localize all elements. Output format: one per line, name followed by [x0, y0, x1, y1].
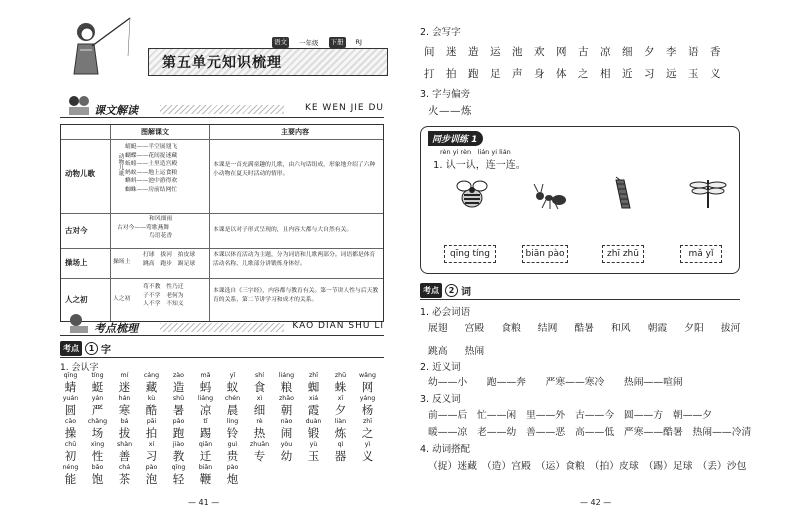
- recognize-char: [219, 417, 246, 440]
- char-hanzi: 习: [145, 449, 158, 463]
- lesson-name-2: 古对今: [65, 226, 88, 235]
- must-word: 热闹: [464, 346, 485, 357]
- char-pinyin: zhū: [334, 372, 347, 379]
- char-hanzi: 圆: [64, 403, 77, 417]
- dragonfly-picture-icon[interactable]: [688, 176, 728, 210]
- recognize-char: [246, 463, 273, 486]
- lesson-table: [60, 124, 384, 322]
- char-pinyin: guì: [227, 441, 238, 448]
- char-pinyin: bǎo: [91, 464, 104, 471]
- char-hanzi: 蜻: [64, 380, 77, 394]
- kaodian-1-num: 1: [85, 342, 98, 355]
- must-words-list: [428, 320, 748, 357]
- char-pinyin: qì: [337, 441, 344, 448]
- char-hanzi: [327, 472, 354, 486]
- recognize-char: [111, 440, 138, 463]
- lesson-1-content: 本课是一首充满童趣的儿歌，由六句话组成，形象地介绍了六种小动物在夏天时活动的情形。: [213, 162, 376, 177]
- char-hanzi: 饱: [91, 472, 104, 486]
- recognize-char: [219, 394, 246, 417]
- recognize-char-grid: [57, 371, 387, 486]
- recognize-char: [354, 394, 381, 417]
- char-hanzi: 拍: [145, 426, 158, 440]
- recognize-char: [165, 371, 192, 394]
- char-pinyin: hán: [118, 395, 131, 402]
- kaodian-2-heading: [420, 283, 471, 298]
- recognize-char: [84, 371, 111, 394]
- char-pinyin: shí: [254, 372, 265, 379]
- lesson-1-center: 动物儿歌: [117, 153, 123, 177]
- recognize-label: 1. 会认字: [60, 363, 99, 373]
- char-hanzi: 蚁: [226, 380, 239, 394]
- char-pinyin: yì: [364, 441, 371, 448]
- char-pinyin: nào: [280, 418, 293, 425]
- char-pinyin: chǎng: [87, 418, 108, 425]
- recognize-char: [327, 463, 354, 486]
- recognize-char: [273, 417, 300, 440]
- char-pinyin: zhī: [362, 418, 373, 425]
- recognize-char: [273, 371, 300, 394]
- char-hanzi: 踢: [199, 426, 212, 440]
- char-pinyin: tī: [203, 418, 208, 425]
- char-hanzi: 义: [361, 449, 374, 463]
- recognize-char: [138, 440, 165, 463]
- recognize-char: [111, 371, 138, 394]
- write-line-1: 间 迷 造 运 池 欢 网 古 凉 细 夕 李 语 香: [424, 46, 721, 58]
- section-title-kaodian: 考点梳理: [94, 322, 138, 335]
- char-pinyin: xī: [337, 395, 344, 402]
- lesson-name-1: 动物儿歌: [65, 169, 95, 178]
- char-hanzi: 寒: [118, 403, 131, 417]
- char-hanzi: 场: [91, 426, 104, 440]
- recognize-char: [273, 463, 300, 486]
- lesson-4-lines: 苟不教 性乃迁 子不学 老何为 人不学 不知义: [143, 284, 184, 308]
- char-hanzi: [300, 472, 327, 486]
- recognize-char: [273, 440, 300, 463]
- recognize-char: [246, 394, 273, 417]
- char-hanzi: 细: [253, 403, 266, 417]
- tag-edition: RJ: [355, 38, 362, 46]
- char-hanzi: 迷: [118, 380, 131, 394]
- char-hanzi: 藏: [145, 380, 158, 394]
- char-pinyin: liàn: [334, 418, 347, 425]
- recognize-char: [138, 371, 165, 394]
- char-pinyin: liáng: [197, 395, 214, 402]
- char-pinyin: zhuān: [249, 441, 270, 448]
- recognize-char: [300, 394, 327, 417]
- char-pinyin: [300, 463, 327, 472]
- char-hanzi: 茶: [118, 472, 131, 486]
- lesson-1-items: 蜻蜓——半空展翅飞 蝴蝶——花间捉迷藏 蚯蚓——土里造宫殿 蚂蚁——地上运食粮 蝌蚪——池中游得欢 蜘蛛——房前结网忙: [125, 144, 178, 193]
- recognize-char: [165, 417, 192, 440]
- antonyms-label: 3. 反义词: [420, 394, 461, 405]
- char-pinyin: shǔ: [172, 395, 185, 402]
- answer-box-4[interactable]: mǎ yǐ: [680, 245, 722, 263]
- recognize-char: [84, 417, 111, 440]
- char-pinyin: [327, 463, 354, 472]
- must-word: 跳高: [428, 346, 448, 357]
- char-hanzi: [246, 472, 273, 486]
- recognize-char: [354, 371, 381, 394]
- char-pinyin: liáng: [278, 372, 295, 379]
- recognize-char: [246, 371, 273, 394]
- char-hanzi: 网: [361, 380, 374, 394]
- recognize-char: [111, 463, 138, 486]
- char-pinyin: cāo: [64, 418, 77, 425]
- char-pinyin: pǎo: [172, 418, 185, 425]
- char-pinyin: yòu: [280, 441, 293, 448]
- char-pinyin: qīng: [63, 372, 78, 379]
- char-pinyin: [273, 463, 300, 472]
- char-pinyin: shàn: [116, 441, 133, 448]
- char-pinyin: duàn: [305, 418, 322, 425]
- recognize-char: [57, 371, 84, 394]
- recognize-char: [246, 440, 273, 463]
- practice-pinyin: rèn yi rèn lián yi lián: [440, 148, 511, 156]
- page-number-left: — 41 —: [188, 498, 220, 507]
- recognize-char: [165, 463, 192, 486]
- char-hanzi: 闹: [280, 426, 293, 440]
- char-hanzi: 之: [361, 426, 374, 440]
- char-pinyin: chá: [118, 464, 131, 471]
- char-hanzi: 器: [334, 449, 347, 463]
- char-pinyin: cáng: [143, 372, 160, 379]
- kaodian-1-heading: [60, 341, 111, 356]
- recognize-char: [219, 371, 246, 394]
- char-hanzi: 炼: [334, 426, 347, 440]
- char-pinyin: tíng: [91, 372, 104, 379]
- lesson-4-prefix: 人之初: [113, 296, 131, 302]
- char-hanzi: 能: [64, 472, 77, 486]
- lesson-4-content: 本课选自《三字经》，内容都与教育有关。第一节讲人性与后天教育的关系，第二节讲学习和成才的关系。: [213, 288, 379, 303]
- must-word: 宫殿: [464, 323, 485, 334]
- recognize-char: [219, 463, 246, 486]
- lesson-name-3: 操场上: [65, 258, 88, 267]
- header-diagram: 图解课文: [141, 128, 169, 136]
- tag-grade: 一年级: [299, 39, 319, 47]
- recognize-char: [111, 394, 138, 417]
- recognize-char: [192, 417, 219, 440]
- char-pinyin: zào: [172, 372, 185, 379]
- recognize-char: [165, 394, 192, 417]
- char-pinyin: néng: [62, 464, 79, 471]
- recognize-char: [192, 463, 219, 486]
- char-hanzi: 玉: [307, 449, 320, 463]
- must-word: 结网: [537, 323, 558, 334]
- char-hanzi: 操: [64, 426, 77, 440]
- char-pinyin: mǎ: [200, 372, 211, 379]
- section-banner-kaodian: [60, 320, 384, 336]
- recognize-char: [111, 417, 138, 440]
- char-hanzi: 朝: [280, 403, 293, 417]
- recognize-char: [273, 394, 300, 417]
- recognize-char: [327, 417, 354, 440]
- recognize-char: [138, 463, 165, 486]
- char-hanzi: 锻: [307, 426, 320, 440]
- practice-instruction: 1. 认一认，连一连。: [433, 160, 526, 171]
- recognize-char: [246, 417, 273, 440]
- lesson-2-lines: 和风细雨 古对今——莺歌燕舞 鸟语花香: [117, 216, 173, 240]
- recognize-char: [327, 371, 354, 394]
- char-pinyin: xìng: [90, 441, 105, 448]
- recognize-char: [192, 371, 219, 394]
- recognize-char: [138, 417, 165, 440]
- recognize-char: [300, 440, 327, 463]
- char-pinyin: wǎng: [359, 372, 376, 379]
- must-word: 酷暑: [574, 323, 594, 334]
- char-pinyin: zhāo: [278, 395, 294, 402]
- char-pinyin: chén: [224, 395, 241, 402]
- section-banner-kewen: [60, 102, 384, 118]
- char-hanzi: 炮: [226, 472, 239, 486]
- char-hanzi: 食: [253, 380, 266, 394]
- char-pinyin: líng: [226, 418, 239, 425]
- char-pinyin: yáng: [359, 395, 376, 402]
- char-hanzi: 贵: [226, 449, 239, 463]
- must-word: 展翅: [428, 323, 448, 334]
- kaodian-2-box: 考点: [420, 283, 442, 298]
- recognize-char: [300, 463, 327, 486]
- char-hanzi: 轻: [172, 472, 185, 486]
- char-pinyin: xì: [256, 395, 263, 402]
- tag-volume: 下册: [330, 38, 344, 46]
- char-hanzi: 迁: [199, 449, 212, 463]
- recognize-char: [138, 394, 165, 417]
- synonyms-text: 幼——小 跑——奔 严寒——寒冷 热闹——喧闹: [428, 377, 683, 388]
- char-hanzi: 蜓: [91, 380, 104, 394]
- recognize-char: [354, 463, 381, 486]
- recognize-char: [192, 394, 219, 417]
- char-hanzi: 铃: [226, 426, 239, 440]
- char-pinyin: kù: [147, 395, 156, 402]
- write-label: 2. 会写字: [420, 27, 461, 38]
- char-hanzi: 善: [118, 449, 131, 463]
- kaodian-1-title: 字: [101, 345, 111, 356]
- page-number-right: — 42 —: [580, 498, 612, 507]
- char-hanzi: 跑: [172, 426, 185, 440]
- radical-label: 3. 字与偏旁: [420, 89, 471, 100]
- must-words-label: 1. 必会词语: [420, 307, 471, 318]
- char-hanzi: 夕: [334, 403, 347, 417]
- char-hanzi: 蛛: [334, 380, 347, 394]
- collocation-label: 4. 动词搭配: [420, 444, 471, 455]
- collocation-text: （捉）迷藏 （造）宫殿 （运）食粮 （拍）皮球 （踢）足球 （丢）沙包: [428, 461, 747, 472]
- char-hanzi: 蜘: [307, 380, 320, 394]
- char-pinyin: xí: [148, 441, 155, 448]
- recognize-char: [57, 463, 84, 486]
- recognize-char: [327, 440, 354, 463]
- char-hanzi: 造: [172, 380, 185, 394]
- char-hanzi: [354, 472, 381, 486]
- page-title: 第五单元知识梳理: [162, 55, 282, 71]
- char-hanzi: 性: [91, 449, 104, 463]
- recognize-char: [57, 394, 84, 417]
- char-pinyin: rè: [256, 418, 263, 425]
- ant-picture-icon[interactable]: [530, 180, 570, 214]
- char-hanzi: 蚂: [199, 380, 212, 394]
- section-pinyin-kewen: KE WEN JIE DU: [304, 103, 384, 113]
- char-pinyin: pāi: [146, 418, 157, 425]
- answer-box-2[interactable]: biān pào: [522, 245, 568, 263]
- char-hanzi: 严: [91, 403, 104, 417]
- char-pinyin: pào: [145, 464, 158, 471]
- char-pinyin: zhī: [308, 372, 319, 379]
- char-pinyin: yǐ: [229, 372, 236, 379]
- char-hanzi: 暑: [172, 403, 185, 417]
- char-hanzi: 鞭: [199, 472, 212, 486]
- kids-reading-icon: [66, 94, 92, 116]
- char-pinyin: pào: [226, 464, 239, 471]
- char-hanzi: 粮: [280, 380, 293, 394]
- char-pinyin: xiá: [308, 395, 319, 402]
- char-pinyin: bá: [120, 418, 129, 425]
- char-hanzi: 教: [172, 449, 185, 463]
- char-pinyin: biān: [198, 464, 213, 471]
- char-hanzi: [273, 472, 300, 486]
- must-word: 夕阳: [684, 323, 704, 334]
- recognize-char: [300, 371, 327, 394]
- recognize-char: [354, 417, 381, 440]
- lesson-3-lines: 打球 拔河 拍皮球 跳高 跑步 踢足球: [143, 252, 196, 267]
- char-hanzi: 杨: [361, 403, 374, 417]
- recognize-char: [57, 440, 84, 463]
- recognize-char: [300, 417, 327, 440]
- char-pinyin: [354, 463, 381, 472]
- char-pinyin: [246, 463, 273, 472]
- recognize-char: [84, 463, 111, 486]
- lesson-3-prefix: 操场上: [113, 259, 131, 265]
- tag-subject: 语文: [274, 38, 287, 46]
- recognize-char: [84, 440, 111, 463]
- recognize-char: [219, 440, 246, 463]
- lesson-3-content: 本课以体育活动为主题，分为词语和儿歌两部分。词语都是体育活动名称，儿歌部分讲锻炼身体好。: [213, 252, 376, 267]
- char-hanzi: 拔: [118, 426, 131, 440]
- char-hanzi: 专: [253, 449, 266, 463]
- char-pinyin: yù: [309, 441, 318, 448]
- bee-picture-icon[interactable]: [452, 178, 492, 212]
- must-word: 拔河: [720, 323, 741, 334]
- char-hanzi: 酷: [145, 403, 158, 417]
- char-hanzi: 泡: [145, 472, 158, 486]
- kaodian-1-box: 考点: [60, 341, 82, 356]
- char-hanzi: 霞: [307, 403, 320, 417]
- answer-box-1[interactable]: qīng tíng: [444, 245, 496, 263]
- kaodian-2-num: 2: [445, 284, 458, 297]
- antonyms-line-1: 前——后 忙——闲 里——外 古——今 圆——方 朝——夕: [428, 410, 713, 421]
- header-tags: [272, 37, 364, 48]
- char-pinyin: chū: [64, 441, 77, 448]
- char-hanzi: 幼: [280, 449, 293, 463]
- antonyms-line-2: 暖——凉 老——幼 善——恶 高——低 严寒——酷暑 热闹——冷清: [428, 427, 752, 438]
- section-title-kewen: 课文解读: [94, 104, 138, 117]
- char-pinyin: qīng: [171, 464, 186, 471]
- must-word: 食粮: [501, 323, 521, 334]
- char-pinyin: jiào: [172, 441, 185, 448]
- must-word: 朝霞: [647, 323, 668, 334]
- practice-title: 同步训练 1: [428, 131, 483, 146]
- lesson-name-4: 人之初: [65, 295, 88, 304]
- radical-text: 火——炼: [428, 105, 472, 117]
- recognize-char: [84, 394, 111, 417]
- char-hanzi: 热: [253, 426, 266, 440]
- kids-reading-icon-2: [66, 312, 92, 334]
- recognize-char: [192, 440, 219, 463]
- lesson-2-content: 本课是以对子形式呈现的，且内容大都与大自然有关。: [213, 227, 353, 233]
- kaodian-2-title: 词: [461, 287, 471, 298]
- char-hanzi: 晨: [226, 403, 239, 417]
- recognize-char: [327, 394, 354, 417]
- char-pinyin: yán: [91, 395, 104, 402]
- recognize-char: [165, 440, 192, 463]
- section-pinyin-kaodian: KAO DIAN SHU LI: [292, 321, 384, 331]
- answer-box-3[interactable]: zhī zhū: [602, 245, 644, 263]
- write-line-2: 打 拍 跑 足 声 身 体 之 相 近 习 远 玉 义: [424, 68, 721, 80]
- char-hanzi: 凉: [199, 403, 212, 417]
- firecracker-picture-icon[interactable]: [604, 176, 644, 210]
- header-content: 主要内容: [281, 128, 309, 136]
- char-pinyin: qiān: [198, 441, 213, 448]
- girl-fishing-illustration: [70, 16, 132, 78]
- synonyms-label: 2. 近义词: [420, 362, 461, 373]
- recognize-char: [354, 440, 381, 463]
- char-pinyin: mí: [120, 372, 129, 379]
- must-word: 和风: [610, 323, 631, 334]
- char-hanzi: 初: [64, 449, 77, 463]
- char-pinyin: yuán: [62, 395, 79, 402]
- recognize-char: [57, 417, 84, 440]
